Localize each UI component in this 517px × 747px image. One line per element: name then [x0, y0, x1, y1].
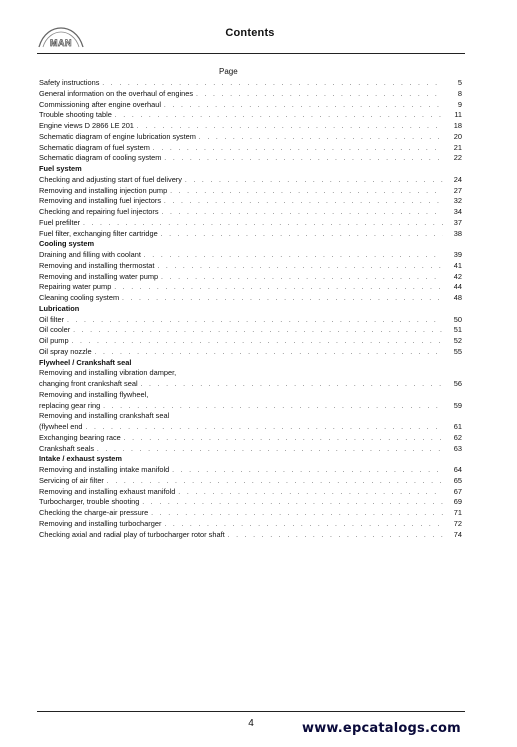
toc-entry[interactable]	[39, 153, 462, 164]
toc-entry-page: 9	[457, 99, 462, 109]
toc-entry[interactable]	[39, 143, 462, 154]
toc-entry[interactable]	[39, 175, 462, 186]
toc-entry[interactable]	[39, 110, 462, 121]
toc-entry-label: Removing and installing turbocharger	[39, 518, 162, 528]
dot-leader	[86, 423, 443, 434]
toc-section-heading: Lubrication	[39, 303, 80, 313]
dot-leader	[162, 208, 443, 219]
dot-leader	[67, 316, 443, 327]
toc-entry-label: Trouble shooting table	[39, 110, 112, 120]
dot-leader	[144, 251, 443, 262]
toc-entry[interactable]	[39, 293, 462, 304]
toc-entry[interactable]	[39, 497, 462, 508]
dot-leader	[95, 348, 443, 359]
toc-entry-label: Removing and installing injection pump	[39, 185, 168, 195]
toc-entry[interactable]	[39, 78, 462, 89]
toc-entry-page: 50	[453, 314, 462, 324]
watermark: www.epcatalogs.com	[302, 721, 461, 736]
toc-entry-label: Schematic diagram of fuel system	[39, 142, 150, 152]
toc-entry-line[interactable]: Removing and installing crankshaft seal	[39, 411, 170, 421]
dot-leader	[124, 434, 443, 445]
page-column-label: Page	[219, 67, 238, 76]
toc-entry-label: Schematic diagram of engine lubrication system	[39, 131, 196, 141]
toc-entry[interactable]	[39, 229, 462, 240]
toc-entry-label: replacing gear ring	[39, 400, 101, 410]
toc-entry-label: Removing and installing water pump	[39, 271, 159, 281]
toc-entry-page: 61	[453, 422, 462, 431]
logo-text: MAN	[50, 38, 72, 48]
dot-leader	[161, 230, 443, 241]
toc-entry-page: 21	[453, 142, 462, 152]
toc-entry-page: 65	[453, 475, 462, 485]
toc-entry-label: General information on the overhaul of engines	[39, 88, 194, 98]
toc-entry[interactable]	[39, 325, 462, 336]
toc-entry-label: Fuel filter, exchanging filter cartridge	[39, 228, 158, 238]
toc-section-heading: Fuel system	[39, 164, 82, 173]
man-logo	[37, 26, 85, 48]
toc-entry-label: Oil spray nozzle	[39, 346, 92, 356]
toc-section-heading: Intake / exhaust system	[39, 454, 122, 464]
toc-entry-label: Schematic diagram of cooling system	[39, 153, 162, 163]
toc-entry[interactable]	[39, 282, 462, 293]
toc-entry-page: 20	[453, 131, 462, 141]
toc-entry[interactable]	[39, 487, 462, 498]
header-rule	[37, 53, 465, 54]
toc-entry-page: 69	[453, 497, 462, 507]
dot-leader	[164, 154, 443, 165]
toc-entry-page: 18	[453, 121, 462, 130]
toc-entry-page: 24	[453, 174, 462, 184]
toc-entry[interactable]	[39, 207, 462, 218]
toc-entry[interactable]	[39, 315, 462, 326]
toc-entry-page: 56	[453, 379, 462, 388]
toc-entry-line[interactable]: Removing and installing flywheel,	[39, 389, 149, 399]
toc-entry-page: 62	[453, 432, 462, 442]
toc-entry[interactable]	[39, 530, 462, 541]
toc-entry-label: Removing and installing intake manifold	[39, 465, 170, 474]
dot-leader	[164, 101, 443, 112]
dot-leader	[142, 498, 443, 509]
toc-entry-page: 59	[453, 400, 462, 410]
toc-entry-label: Removing and installing fuel injectors	[39, 196, 162, 206]
dot-leader	[141, 380, 443, 391]
toc-entry-label: Draining and filling with coolant	[39, 250, 141, 259]
dot-leader	[157, 262, 443, 273]
toc-entry[interactable]	[39, 476, 462, 487]
footer-rule	[37, 711, 465, 712]
toc-entry-page: 38	[453, 228, 462, 238]
toc-entry-page: 72	[453, 518, 462, 528]
toc-entry-label: Oil cooler	[39, 325, 71, 335]
toc-entry-page: 11	[454, 110, 462, 120]
toc-entry-label: Safety instructions	[39, 78, 100, 87]
dot-leader	[161, 273, 443, 284]
toc-entry-label: Servicing of air filter	[39, 475, 104, 485]
toc-entry[interactable]	[39, 465, 462, 476]
toc-entry-label: Removing and installing exhaust manifold	[39, 486, 176, 496]
toc-entry-page: 37	[453, 217, 462, 227]
dot-leader	[196, 90, 443, 101]
toc-entry[interactable]	[39, 261, 462, 272]
toc-entry-page: 74	[453, 529, 462, 539]
toc-entry-page: 22	[453, 153, 462, 163]
dot-leader	[73, 326, 443, 337]
dot-leader	[153, 144, 443, 155]
toc-entry-page: 27	[453, 185, 462, 195]
toc-entry-page: 67	[453, 486, 462, 496]
toc-entry-label: Checking the charge-air pressure	[39, 508, 149, 517]
dot-leader	[164, 197, 443, 208]
toc-entry[interactable]	[39, 89, 462, 100]
dot-leader	[72, 337, 443, 348]
toc-entry[interactable]	[39, 218, 462, 229]
toc-entry[interactable]	[39, 379, 462, 390]
toc-entry[interactable]	[39, 508, 462, 519]
dot-leader	[97, 445, 443, 456]
toc-entry-label: Checking and repairing fuel injectors	[39, 207, 159, 216]
toc-entry-page: 39	[453, 250, 462, 259]
toc-entry-label: Engine views D 2866 LE 201	[39, 121, 134, 130]
toc-entry-page: 32	[453, 196, 462, 206]
toc-section-heading: Flywheel / Crankshaft seal	[39, 357, 132, 367]
toc-entry[interactable]	[39, 444, 462, 455]
toc-entry-label: Oil filter	[39, 314, 65, 324]
dot-leader	[151, 509, 443, 520]
toc-entry-page: 42	[453, 271, 462, 281]
toc-entry-label: Checking axial and radial play of turbocharger rotor shaft	[39, 529, 225, 539]
toc-entry-label: Exchanging bearing race	[39, 432, 121, 442]
toc-entry[interactable]	[39, 100, 462, 111]
dot-leader	[122, 294, 443, 305]
toc-entry-page: 64	[453, 465, 462, 474]
toc-entry-page: 34	[453, 207, 462, 216]
toc-entry[interactable]	[39, 272, 462, 283]
toc-entry[interactable]	[39, 519, 462, 530]
table-of-contents	[39, 78, 462, 540]
dot-leader	[114, 283, 443, 294]
dot-leader	[172, 466, 443, 477]
dot-leader	[228, 531, 443, 542]
toc-entry[interactable]	[39, 250, 462, 261]
dot-leader	[115, 111, 443, 122]
toc-entry[interactable]	[39, 336, 462, 347]
dot-leader	[199, 133, 443, 144]
dot-leader	[178, 488, 443, 499]
toc-entry[interactable]	[39, 422, 462, 433]
toc-entry-page: 63	[453, 443, 462, 453]
toc-entry[interactable]	[39, 196, 462, 207]
toc-entry-page: 44	[453, 282, 462, 292]
toc-entry-label: Checking and adjusting start of fuel delivery	[39, 174, 182, 184]
toc-section-heading: Cooling system	[39, 239, 95, 249]
toc-entry-page: 48	[453, 293, 462, 302]
page-number: 4	[248, 718, 254, 729]
toc-entry[interactable]	[39, 433, 462, 444]
toc-entry-label: Turbocharger, trouble shooting	[39, 497, 140, 507]
toc-entry[interactable]	[39, 121, 462, 132]
toc-entry-label: Repairing water pump	[39, 282, 112, 292]
dot-leader	[170, 187, 443, 198]
toc-entry-label: Fuel prefilter	[39, 217, 81, 227]
toc-entry[interactable]	[39, 186, 462, 197]
toc-entry-page: 55	[453, 346, 462, 356]
toc-entry-page: 71	[453, 508, 462, 517]
toc-entry[interactable]	[39, 132, 462, 143]
toc-entry-label: Commissioning after engine overhaul	[39, 99, 162, 109]
toc-entry-label: Oil pump	[39, 336, 69, 345]
toc-entry-label: (flywheel end	[39, 422, 83, 431]
toc-entry-label: changing front crankshaft seal	[39, 379, 138, 388]
toc-entry-label: Cleaning cooling system	[39, 293, 120, 302]
toc-entry-page: 8	[457, 88, 462, 98]
toc-entry-page: 52	[453, 336, 462, 345]
toc-entry-page: 41	[453, 260, 462, 270]
dot-leader	[185, 176, 443, 187]
page-title: Contents	[225, 27, 275, 39]
toc-entry-label: Removing and installing thermostat	[39, 260, 155, 270]
toc-entry[interactable]	[39, 401, 462, 412]
toc-entry-line[interactable]: Removing and installing vibration damper,	[39, 368, 177, 378]
toc-entry[interactable]	[39, 347, 462, 358]
toc-entry-page: 51	[453, 325, 462, 335]
toc-entry-page: 5	[457, 78, 462, 87]
toc-entry-label: Crankshaft seals	[39, 443, 95, 453]
